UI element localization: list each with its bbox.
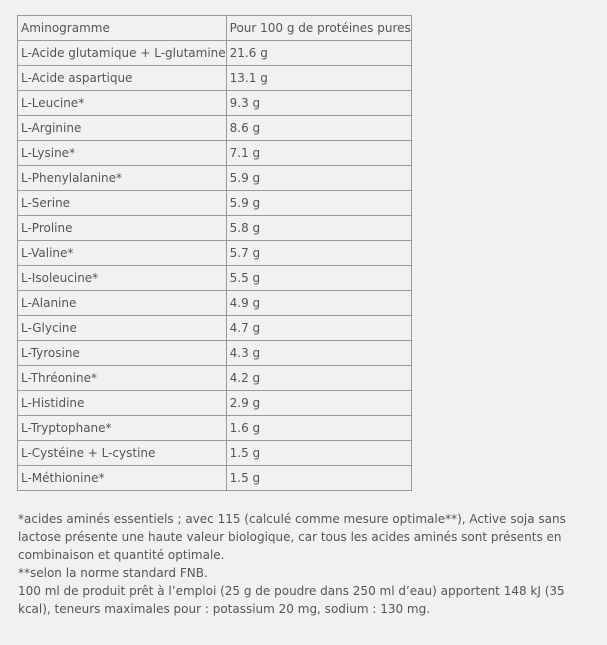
amino-acid-value: 4.2 g: [226, 366, 411, 391]
table-row: [18, 266, 412, 291]
amino-acid-name: L-Isoleucine*: [18, 266, 227, 291]
amino-acid-value: 2.9 g: [226, 391, 411, 416]
amino-acid-value: 13.1 g: [226, 66, 411, 91]
table-row: [18, 391, 412, 416]
amino-acid-name: L-Phenylalanine*: [18, 166, 227, 191]
aminogram-table: [17, 15, 412, 491]
amino-acid-name: L-Proline: [18, 216, 227, 241]
amino-acid-name: L-Cystéine + L-cystine: [18, 441, 227, 466]
header-aminogramme: Aminogramme: [18, 16, 227, 41]
amino-acid-name: L-Arginine: [18, 116, 227, 141]
table-row: [18, 41, 412, 66]
note-preparation: 100 ml de produit prêt à l’emploi (25 g de poudre dans 250 ml d’eau) apportent 148 kJ (35 kcal), teneurs maximales pour : potassium 20 mg, sodium : 130 mg.: [18, 584, 565, 616]
table-row: [18, 191, 412, 216]
table-row: [18, 116, 412, 141]
amino-acid-value: 4.3 g: [226, 341, 411, 366]
table-row: [18, 366, 412, 391]
note-fnb-standard: **selon la norme standard FNB.: [18, 566, 208, 580]
table-body: [18, 41, 412, 491]
amino-acid-name: L-Leucine*: [18, 91, 227, 116]
header-per-100g: Pour 100 g de protéines pures: [226, 16, 411, 41]
table-row: [18, 466, 412, 491]
table-row: [18, 241, 412, 266]
table-row: [18, 216, 412, 241]
table-row: [18, 166, 412, 191]
amino-acid-name: L-Glycine: [18, 316, 227, 341]
amino-acid-value: 21.6 g: [226, 41, 411, 66]
amino-acid-name: L-Tyrosine: [18, 341, 227, 366]
amino-acid-value: 4.9 g: [226, 291, 411, 316]
table-header-row: [18, 16, 412, 41]
amino-acid-name: L-Acide glutamique + L-glutamine: [18, 41, 227, 66]
table-row: [18, 91, 412, 116]
amino-acid-name: L-Méthionine*: [18, 466, 227, 491]
amino-acid-name: L-Lysine*: [18, 141, 227, 166]
amino-acid-name: L-Histidine: [18, 391, 227, 416]
amino-acid-value: 5.5 g: [226, 266, 411, 291]
amino-acid-value: 5.7 g: [226, 241, 411, 266]
amino-acid-value: 4.7 g: [226, 316, 411, 341]
table-row: [18, 416, 412, 441]
table-row: [18, 341, 412, 366]
amino-acid-name: L-Serine: [18, 191, 227, 216]
table-row: [18, 291, 412, 316]
amino-acid-value: 8.6 g: [226, 116, 411, 141]
amino-acid-name: L-Tryptophane*: [18, 416, 227, 441]
amino-acid-value: 5.8 g: [226, 216, 411, 241]
table-row: [18, 66, 412, 91]
amino-acid-name: L-Valine*: [18, 241, 227, 266]
amino-acid-value: 7.1 g: [226, 141, 411, 166]
footnotes: [18, 510, 593, 618]
amino-acid-value: 5.9 g: [226, 191, 411, 216]
table-row: [18, 441, 412, 466]
amino-acid-name: L-Alanine: [18, 291, 227, 316]
amino-acid-value: 5.9 g: [226, 166, 411, 191]
note-essential-amino-acids: *acides aminés essentiels ; avec 115 (calculé comme mesure optimale**), Active soja sans lactose présente une haute valeur biologique, car tous les acides aminés sont présents en combinaison et quantité optimale.: [18, 512, 566, 562]
amino-acid-value: 9.3 g: [226, 91, 411, 116]
amino-acid-name: L-Thréonine*: [18, 366, 227, 391]
table-row: [18, 316, 412, 341]
amino-acid-name: L-Acide aspartique: [18, 66, 227, 91]
amino-acid-value: 1.6 g: [226, 416, 411, 441]
amino-acid-value: 1.5 g: [226, 441, 411, 466]
amino-acid-value: 1.5 g: [226, 466, 411, 491]
table-row: [18, 141, 412, 166]
